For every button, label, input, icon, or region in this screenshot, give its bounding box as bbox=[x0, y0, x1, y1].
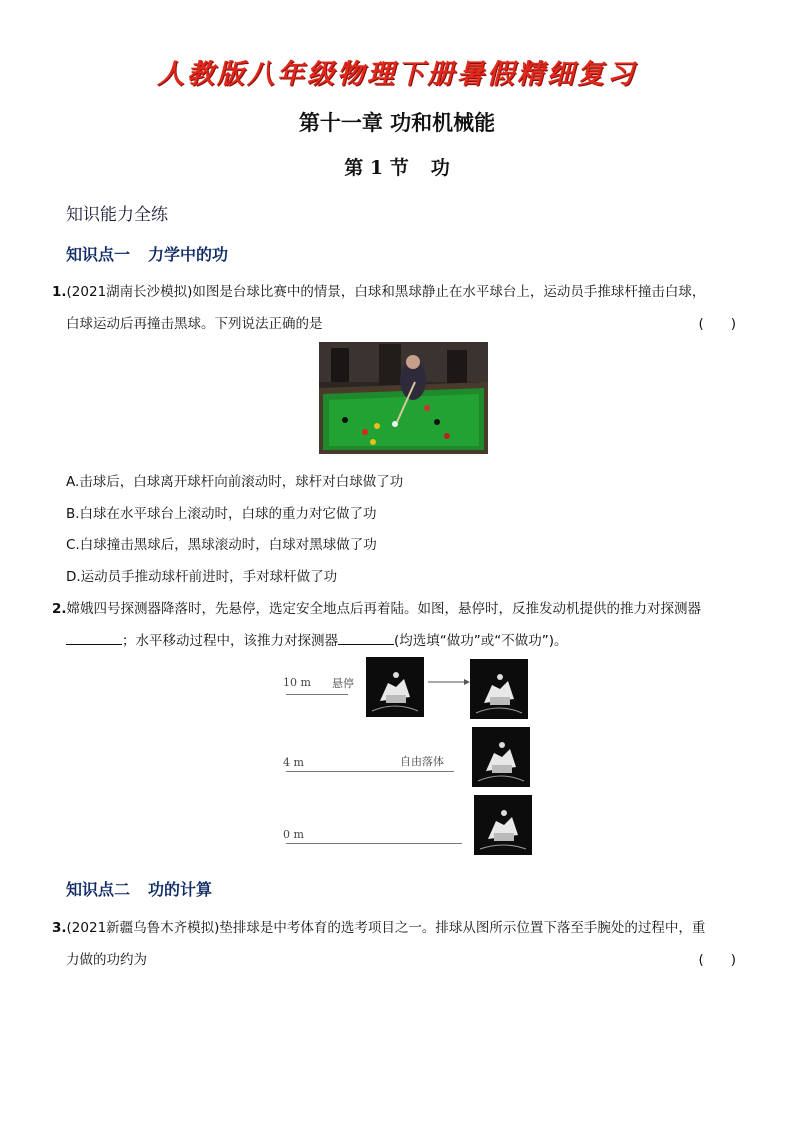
q3-line1 bbox=[52, 916, 705, 936]
q3-answer-paren: ( ) bbox=[698, 952, 736, 968]
q2-line1 bbox=[52, 597, 701, 617]
q1-option-c: C.白球撞击黑球后，黑球滚动时，白球对黑球做了功 bbox=[66, 537, 377, 553]
q2-text-2: ；水平移动过程中，该推力对探测器 bbox=[122, 633, 338, 649]
label-freefall: 自由落体 bbox=[400, 755, 444, 768]
q2-blank-1[interactable] bbox=[66, 632, 122, 645]
chapter-title: 第十一章 功和机械能 bbox=[298, 110, 496, 135]
lander-image-3 bbox=[472, 727, 530, 787]
q2-text-3: (均选填“做功”或“不做功”)。 bbox=[394, 633, 568, 649]
q1-number: 1. bbox=[52, 284, 67, 300]
q1-line1 bbox=[52, 280, 705, 300]
lander-image-1 bbox=[366, 657, 424, 717]
lander-image-4 bbox=[474, 795, 532, 855]
move-arrow-icon bbox=[428, 677, 470, 687]
q3-line2: 力做的功约为 bbox=[66, 952, 147, 968]
q1-text-1: (2021湖南长沙模拟)如图是台球比赛中的情景，白球和黑球静止在水平球台上，运动员手推球杆撞击白球， bbox=[66, 284, 706, 300]
section-number: 第 1 节 bbox=[344, 157, 409, 179]
q1-line2: 白球运动后再撞击黑球。下列说法正确的是 bbox=[66, 316, 323, 332]
kp2-title: 功的计算 bbox=[148, 880, 213, 899]
kp2-label: 知识点二 bbox=[66, 880, 131, 899]
q1-option-b: B.白球在水平球台上滚动时，白球的重力对它做了功 bbox=[66, 506, 377, 522]
line-4m bbox=[286, 771, 454, 772]
q1-option-a: A.击球后，白球离开球杆向前滚动时，球杆对白球做了功 bbox=[66, 474, 404, 490]
section-name: 功 bbox=[430, 157, 450, 179]
q3-text-1: (2021新疆乌鲁木齐模拟)垫排球是中考体育的选考项目之一。排球从图所示位置下落至手腕处的过程中，重 bbox=[66, 920, 706, 936]
line-10m bbox=[286, 694, 348, 695]
q1-option-d: D.运动员手推动球杆前进时，手对球杆做了功 bbox=[66, 569, 338, 585]
q2-text-1: 嫦娥四号探测器降落时，先悬停，选定安全地点后再着陆。如图，悬停时，反推发动机提供的推力对探测器 bbox=[66, 601, 702, 617]
lander-figure bbox=[280, 655, 540, 860]
kp1-label: 知识点一 bbox=[66, 245, 131, 264]
label-4m: 4 m bbox=[283, 756, 304, 769]
q2-line2 bbox=[66, 629, 568, 649]
label-hover: 悬停 bbox=[332, 677, 354, 690]
kp1-title: 力学中的功 bbox=[148, 245, 229, 264]
q2-number: 2. bbox=[52, 601, 67, 617]
q2-blank-2[interactable] bbox=[338, 632, 394, 645]
billiards-photo bbox=[319, 342, 488, 454]
line-0m bbox=[286, 843, 462, 844]
label-10m: 10 m bbox=[283, 676, 311, 689]
section-title bbox=[0, 153, 794, 180]
banner-title: 人教版八年级物理下册暑假精细复习 bbox=[157, 59, 637, 90]
lander-image-2 bbox=[470, 659, 528, 719]
label-0m: 0 m bbox=[283, 828, 304, 841]
knowledge-point-1 bbox=[66, 242, 228, 265]
q3-number: 3. bbox=[52, 920, 67, 936]
q1-answer-paren: ( ) bbox=[698, 316, 736, 332]
knowledge-point-2 bbox=[66, 877, 212, 900]
part-heading: 知识能力全练 bbox=[66, 205, 168, 225]
